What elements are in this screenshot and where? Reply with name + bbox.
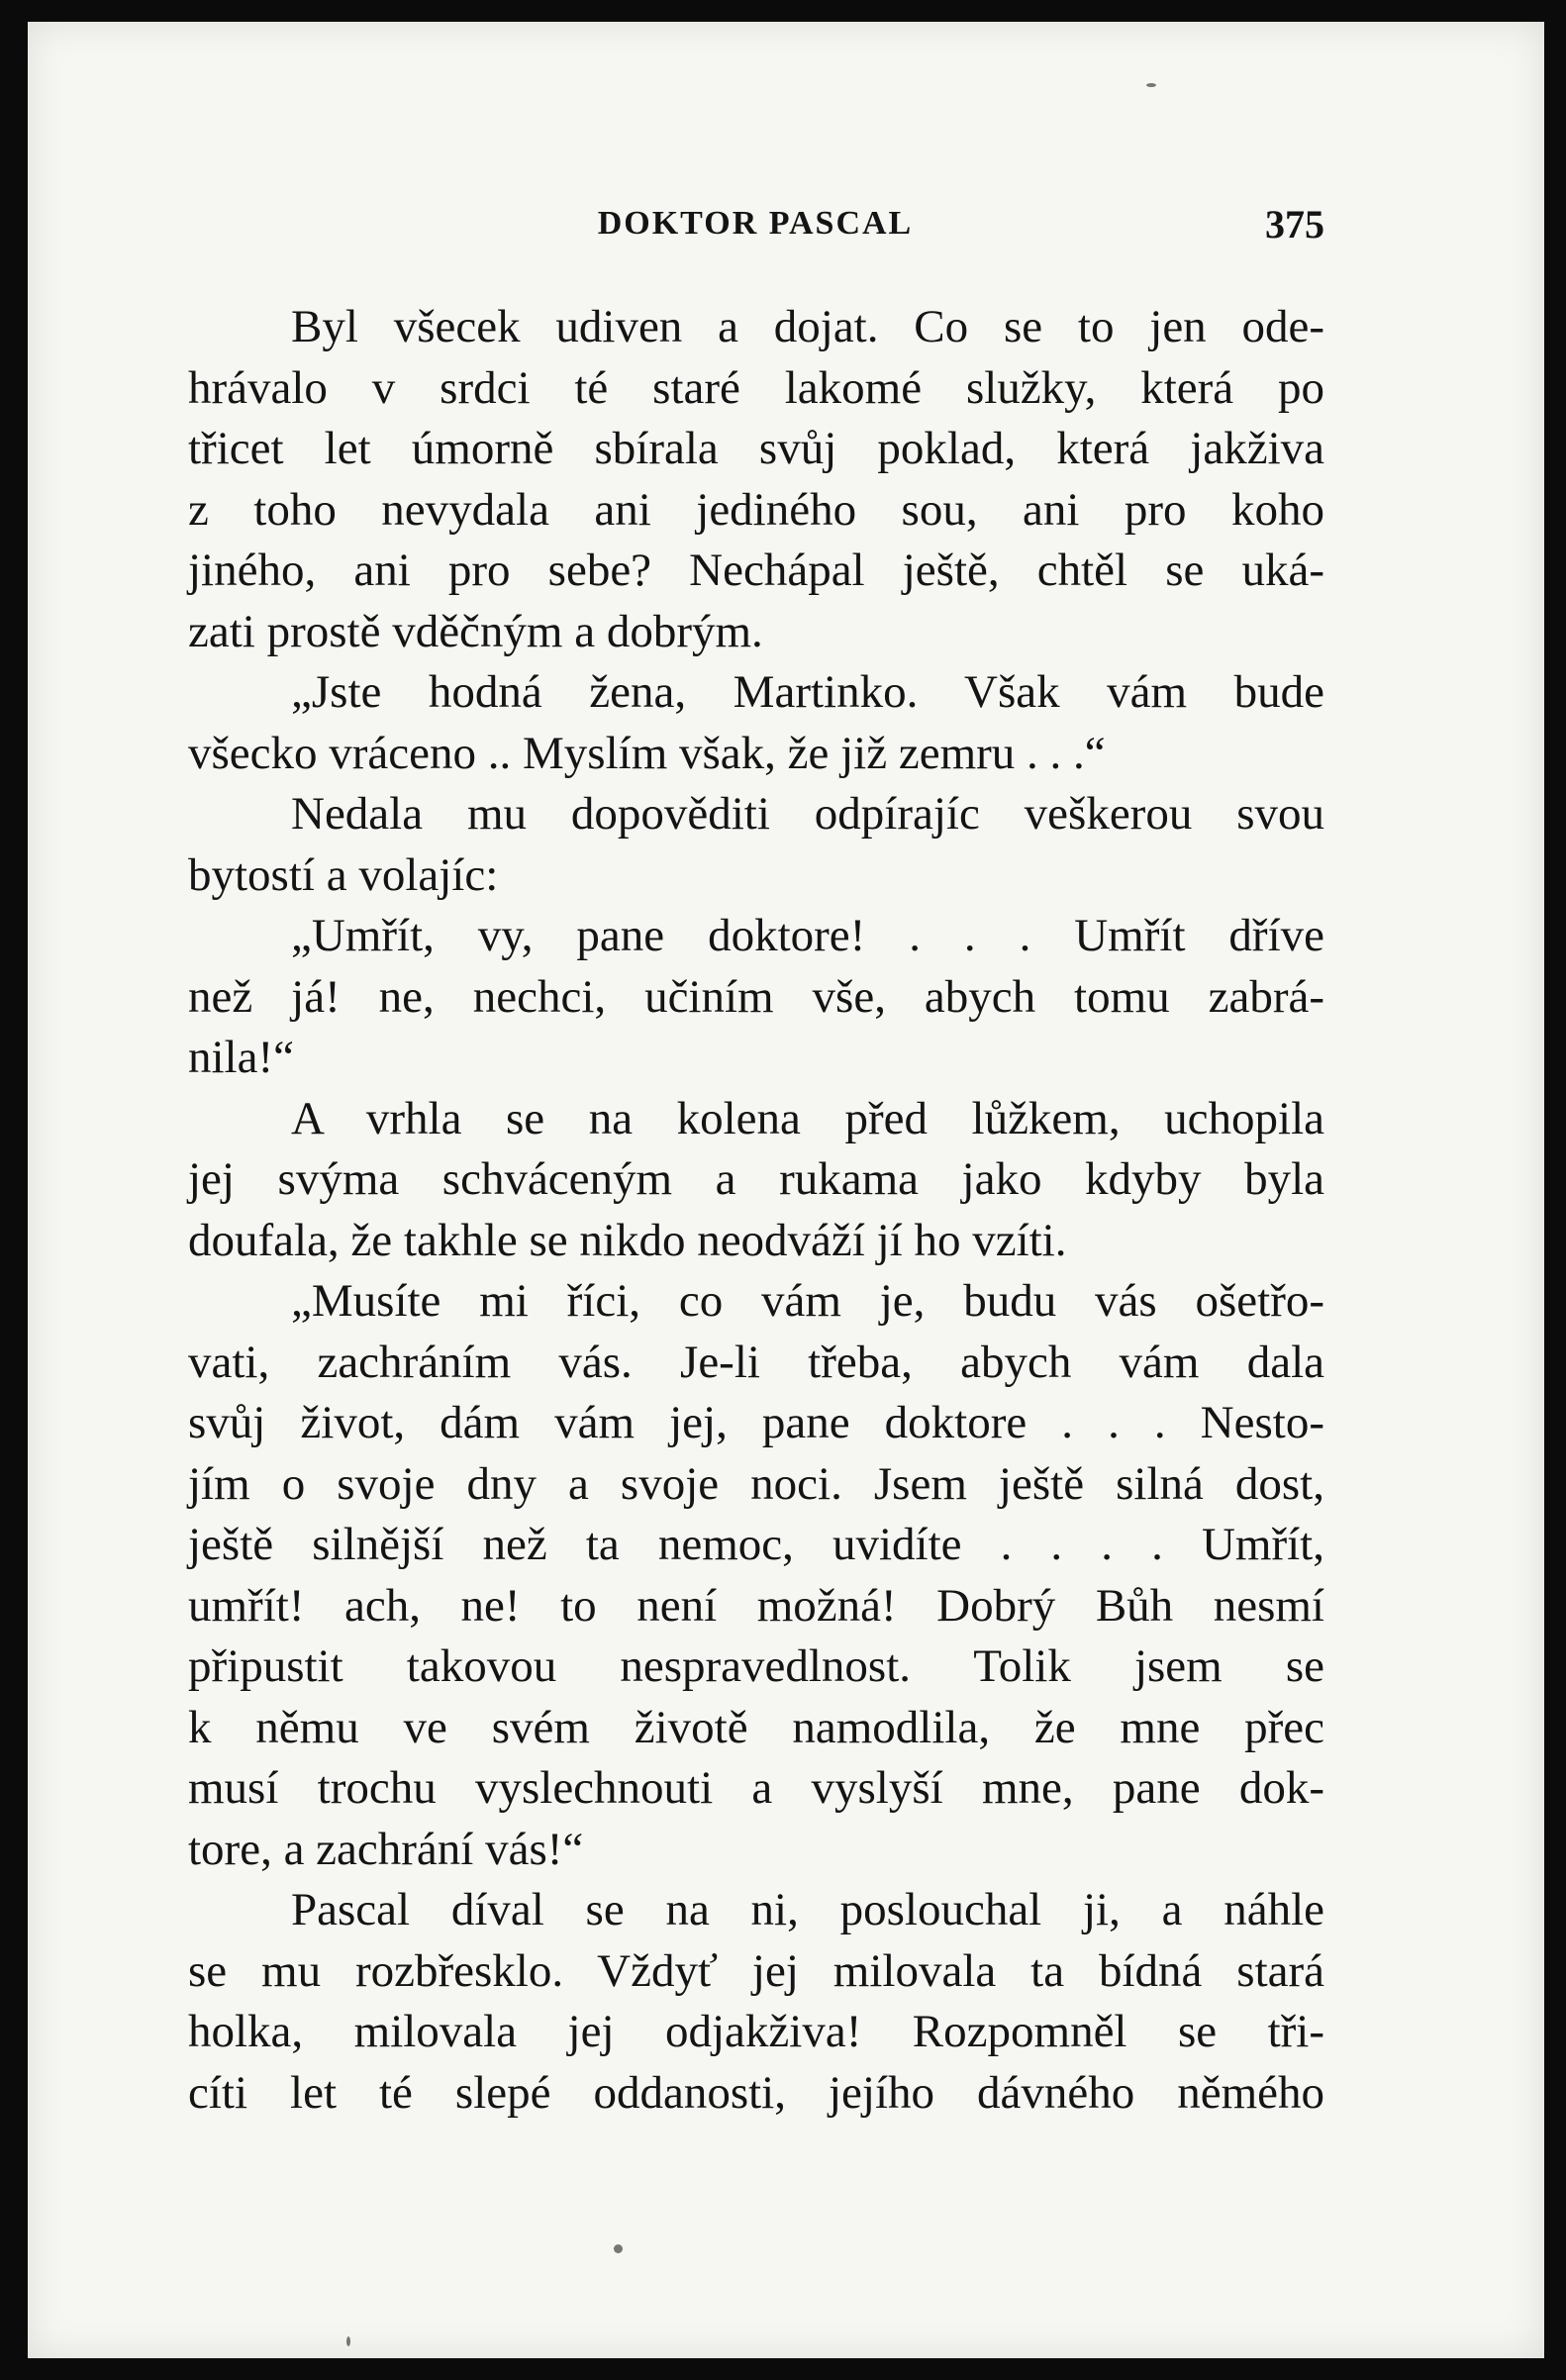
text-line: třicet let úmorně sbírala svůj poklad, která jakživa [188,423,1324,474]
text-line: musí trochu vyslechnouti a vyslyší mne, pane dok- [188,1762,1324,1814]
text-line: jím o svoje dny a svoje noci. Jsem ještě silná dost, [188,1457,1324,1510]
text-line: holka, milovala jej odjakživa! Rozpomněl se tři- [188,2006,1324,2057]
text-line: tore, a zachrání vás!“ [188,1823,584,1875]
text-line: se mu rozbřesklo. Vždyť jej milovala ta bídná stará [188,1944,1324,1997]
text-line: A vrhla se na kolena před lůžkem, uchopila [291,1092,1324,1144]
page-header [186,202,1324,254]
text-line: doufala, že takhle se nikdo neodváží jí ho vzíti. [188,1214,1067,1266]
scan-speck [346,2336,350,2346]
text-line: zati prostě vděčným a dobrým. [188,605,763,657]
text-line: k němu ve svém životě namodlila, že mne přec [188,1701,1324,1753]
text-line: nila!“ [188,1032,294,1083]
text-line: připustit takovou nespravedlnost. Tolik jsem se [188,1640,1324,1692]
text-line: hrávalo v srdci té staré lakomé služky, která po [188,361,1324,414]
text-line: než já! ne, nechci, učiním vše, abych tomu zabrá- [188,970,1324,1023]
text-line: ještě silnější než ta nemoc, uvidíte . . . . Umřít, [188,1519,1324,1570]
text-line: „Umřít, vy, pane doktore! . . . Umřít dříve [291,910,1324,961]
scan-speck [614,2244,623,2253]
running-title: DOKTOR PASCAL [597,205,914,242]
text-line: Byl všecek udiven a dojat. Co se to jen ode- [291,301,1324,352]
book-page [28,22,1544,2358]
page-number: 375 [1265,202,1324,247]
text-line: „Jste hodná žena, Martinko. Však vám bude [291,666,1324,718]
text-line: svůj život, dám vám jej, pane doktore . . . Nesto- [188,1397,1324,1448]
text-line: bytostí a volajíc: [188,848,499,901]
text-line: Pascal díval se na ni, poslouchal ji, a náhle [291,1884,1324,1935]
text-line: cíti let té slepé oddanosti, jejího dávného němého [188,2066,1324,2119]
text-line: „Musíte mi říci, co vám je, budu vás ošetřo- [291,1275,1324,1327]
text-line: umřít! ach, ne! to není možná! Dobrý Bůh nesmí [188,1579,1324,1632]
text-line: z toho nevydala ani jediného sou, ani pro koho [188,483,1324,536]
body-text [188,297,1324,2124]
text-line: jiného, ani pro sebe? Nechápal ještě, chtěl se uká- [188,545,1324,596]
text-line: všecko vráceno .. Myslím však, že již zemru . . .“ [188,727,1106,779]
text-line: vati, zachráním vás. Je-li třeba, abych vám dala [188,1336,1324,1388]
scan-speck [1146,83,1156,87]
text-line: Nedala mu dopověditi odpírajíc veškerou svou [291,788,1324,840]
text-line: jej svýma schváceným a rukama jako kdyby byla [188,1153,1324,1205]
